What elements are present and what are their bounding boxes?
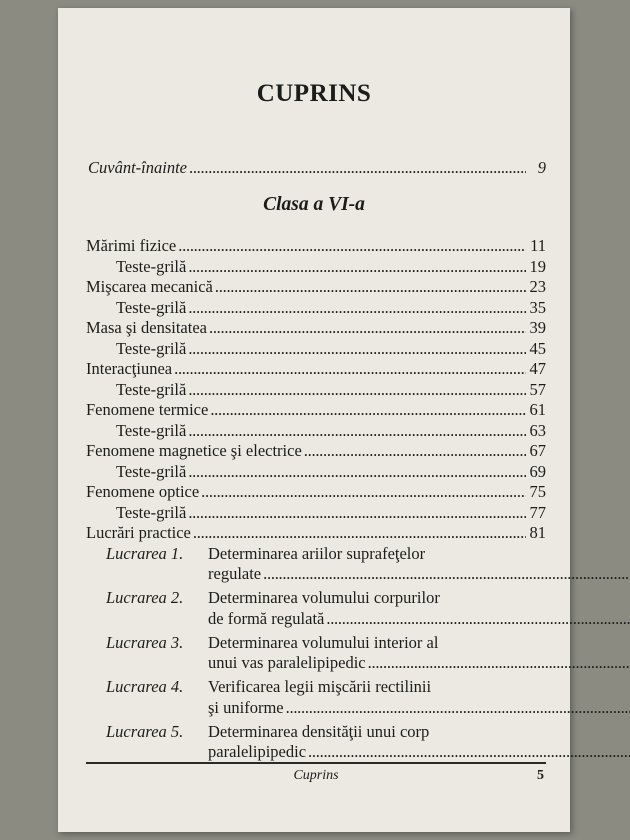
- toc-label: Teste-grilă: [116, 420, 187, 440]
- leader-dots: [188, 339, 526, 359]
- leader-dots: [210, 400, 526, 420]
- lucrare-name: Lucrarea 3.: [106, 632, 184, 652]
- lucrare-name: Lucrarea 4.: [106, 677, 184, 696]
- toc-page: 47: [529, 359, 546, 378]
- footer-rule: [86, 762, 546, 764]
- lucrare-name: Lucrarea 2.: [106, 588, 184, 607]
- leader-dots: [201, 482, 526, 502]
- book-page: [58, 8, 570, 832]
- toc-page: 11: [530, 236, 546, 255]
- toc-entry: [86, 380, 546, 401]
- lucrare-name: Lucrarea 5.: [106, 721, 184, 741]
- toc-label: Fenomene magnetice şi electrice: [86, 441, 302, 460]
- toc-entry: [86, 257, 546, 278]
- lucrare-title-line2: paralelipipedic: [208, 742, 307, 761]
- lucrare-entry: [86, 544, 546, 589]
- toc-page: 77: [529, 502, 546, 522]
- toc-label: Lucrări practice: [86, 523, 191, 542]
- page-title: CUPRINS: [256, 80, 372, 107]
- toc-page: 81: [529, 523, 546, 542]
- lucrare-entry: [86, 722, 546, 767]
- lucrare-title-line2: şi uniforme: [208, 697, 284, 717]
- toc-page: 35: [529, 297, 546, 317]
- leader-dots: [188, 462, 526, 482]
- toc-entry: [86, 421, 546, 442]
- toc-entry: [86, 400, 546, 421]
- toc-label: Teste-grilă: [116, 338, 187, 358]
- toc-page: 19: [529, 256, 546, 276]
- leader-dots: [326, 609, 630, 629]
- toc-entry: [86, 482, 546, 503]
- toc-entry: [86, 462, 546, 483]
- toc-entry: [86, 298, 546, 319]
- toc-page: 67: [529, 441, 546, 460]
- leader-dots: [368, 653, 630, 673]
- section-heading: Clasa a VI-a: [263, 194, 365, 215]
- toc-page: 69: [529, 461, 546, 481]
- leader-dots: [193, 523, 526, 543]
- lucrare-entry: [86, 588, 546, 633]
- toc-label: Mişcarea mecanică: [86, 277, 213, 296]
- leader-dots: [188, 257, 526, 277]
- leader-dots: [189, 158, 526, 178]
- toc-page: 39: [529, 318, 546, 337]
- lucrare-name: Lucrarea 1.: [106, 543, 184, 563]
- foreword-label: Cuvânt-înainte: [88, 158, 187, 177]
- toc-label: Teste-grilă: [116, 297, 187, 317]
- toc-page: 23: [529, 277, 546, 296]
- leader-dots: [215, 277, 526, 297]
- toc-entry: [86, 318, 546, 339]
- toc-entry: [86, 236, 546, 257]
- toc-label: Masa şi densitatea: [86, 318, 207, 337]
- toc-entry: [86, 277, 546, 298]
- toc-page: 61: [529, 400, 546, 419]
- toc-entry: [86, 339, 546, 360]
- toc-page: 75: [529, 482, 546, 501]
- lucrare-title-line1: Determinarea densităţii unui corp: [208, 721, 430, 741]
- lucrare-entry: [86, 677, 546, 722]
- toc-page: 63: [529, 420, 546, 440]
- leader-dots: [188, 421, 526, 441]
- leader-dots: [263, 564, 630, 584]
- toc-page: 45: [529, 338, 546, 358]
- toc-label: Teste-grilă: [116, 379, 187, 399]
- leader-dots: [209, 318, 526, 338]
- toc-entry: [86, 441, 546, 462]
- toc-entry: [86, 503, 546, 524]
- lucrare-title-line1: Determinarea ariilor suprafeţelor: [208, 543, 426, 563]
- lucrare-title-line1: Determinarea volumului interior al: [208, 632, 439, 652]
- leader-dots: [188, 503, 526, 523]
- lucrare-title-line2: regulate: [208, 564, 262, 583]
- toc-label: Mărimi fizice: [86, 236, 177, 255]
- leader-dots: [308, 742, 630, 762]
- leader-dots: [174, 359, 526, 379]
- page-number: 5: [537, 768, 544, 783]
- toc-entry: [86, 359, 546, 380]
- toc-page: 57: [529, 379, 546, 399]
- toc-label: Fenomene optice: [86, 482, 200, 501]
- toc-label: Fenomene termice: [86, 400, 209, 419]
- toc-entry: [86, 523, 546, 544]
- lucrare-title-line1: Verificarea legii mişcării rectilinii: [208, 677, 432, 696]
- toc-label: Interacţiunea: [86, 359, 173, 378]
- leader-dots: [304, 441, 526, 461]
- leader-dots: [188, 298, 526, 318]
- leader-dots: [188, 380, 526, 400]
- foreword-entry: [88, 158, 546, 179]
- lucrare-entry: [86, 633, 546, 678]
- leader-dots: [178, 236, 526, 256]
- lucrare-title-line2: unui vas paralelipipedic: [208, 653, 366, 672]
- toc-label: Teste-grilă: [116, 256, 187, 276]
- toc-label: Teste-grilă: [116, 461, 187, 481]
- leader-dots: [286, 698, 630, 718]
- lucrare-title-line1: Determinarea volumului corpurilor: [208, 588, 440, 607]
- toc-label: Teste-grilă: [116, 502, 187, 522]
- toc-list: [86, 236, 546, 766]
- foreword-page: 9: [537, 158, 546, 177]
- lucrare-title-line2: de formă regulată: [208, 608, 325, 628]
- running-footer: Cuprins: [293, 768, 339, 783]
